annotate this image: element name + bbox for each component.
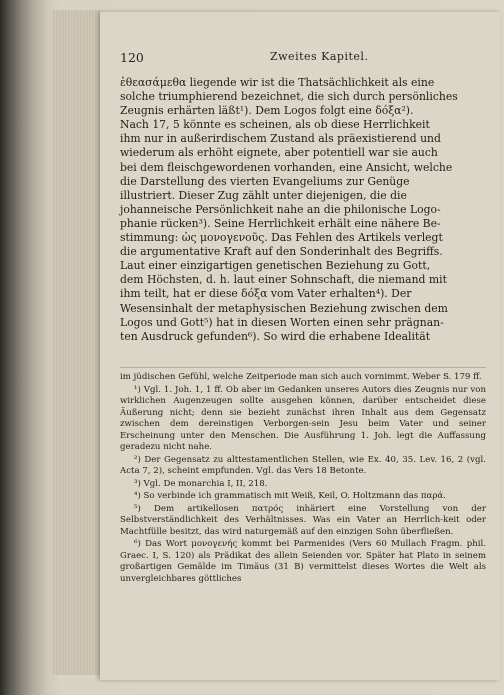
body-line: Wesensinhalt der metaphysischen Beziehung zwischen dem xyxy=(120,301,448,315)
main-text xyxy=(120,76,486,344)
footnote-divider xyxy=(120,367,486,368)
body-line: Laut einer einzigartigen genetischen Beziehung zu Gott, xyxy=(120,259,431,273)
footnote-2: ²) Der Gegensatz zu alttestamentlichen Stellen, wie Ex. 40, 35. Lev. 16, 2 (vgl. Acta 7, 2), scheint empfunden. Vgl. das Vers 18 Betonte. xyxy=(120,454,486,476)
page-stack-edge xyxy=(52,10,102,675)
page-number: 120 xyxy=(120,50,144,65)
body-line: johanneische Persönlichkeit nahe an die philonische Logo- xyxy=(120,202,441,216)
body-line: ἐθεασάμεθα liegende wir ist die Thatsächlichkeit als eine xyxy=(120,76,435,89)
body-line: wiederum als erhöht eignete, aber potentiell war sie auch xyxy=(120,146,438,160)
body-line: ten Ausdruck gefunden⁶). So wird die erhabene Idealität xyxy=(120,329,431,343)
book-page xyxy=(100,12,500,680)
body-line: stimmung: ὡς μονογενοῦς. Das Fehlen des Artikels verlegt xyxy=(120,231,443,245)
footnotes xyxy=(120,372,486,586)
running-title: Zweites Kapitel. xyxy=(270,50,369,63)
footnote-5: ⁵) Dem artikellosen πατρός inhäriert eine Vorstellung von der Selbstverständlichkeit des Verhältnisses. Was ein Vater an Herrlich-keit oder Machtfülle besitzt, das wird naturgemäß auf den einzigen Sohn überfließen. xyxy=(120,503,486,537)
footnote-4: ⁴) So verbinde ich grammatisch mit Weiß, Keil, O. Holtzmann das παρά. xyxy=(134,491,446,501)
body-line: Nach 17, 5 könnte es scheinen, als ob diese Herrlichkeit xyxy=(120,118,430,132)
body-line: bei dem fleischgewordenen vorhanden, eine Ansicht, welche xyxy=(120,160,453,174)
body-line: solche triumphierend bezeichnet, die sich durch persönliches xyxy=(120,90,458,104)
footnote-1: ¹) Vgl. 1. Joh. 1, 1 ff. Ob aber im Gedanken unseres Autors dies Zeugnis nur von wirklichen Augenzeugen sollte ausgehen können, darüber entscheidet diese Äußerung nicht; denn sie bezieht zunächst ihren Inhalt aus dem Gegensatz zwischen dem dereinstigen Verborgen-sein Jesu beim Vater und seiner Erscheinung unter den Menschen. Die Ausführung 1. Joh. legt die Auffassung geradezu nicht nahe. xyxy=(120,384,486,452)
body-line: die Darstellung des vierten Evangeliums zur Genüge xyxy=(120,174,410,188)
body-line: dem Höchsten, d. h. laut einer Sohnschaft, die niemand mit xyxy=(120,273,447,287)
body-line: Zeugnis erhärten läßt¹). Dem Logos folgt eine δόξα²). xyxy=(120,104,414,118)
body-line: Logos und Gott⁵) hat in diesen Worten einen sehr prägnan- xyxy=(120,315,444,329)
footnote-6: ⁶) Das Wort μονογενής kommt bei Parmenides (Vers 60 Mullach Fragm. phil. Graec. I, S. 120) als Prädikat des allein Seienden vor. Später hat Plato in seinem großartigen Gemälde im Timäus (31 B) vermittelst dieses Wortes die Welt als unvergleichbares göttliches xyxy=(120,539,486,584)
body-line: ihm teilt, hat er diese δόξα vom Vater erhalten⁴). Der xyxy=(120,287,412,301)
body-line: ihm nur in außerirdischem Zustand als präexistierend und xyxy=(120,132,441,146)
body-line: die argumentative Kraft auf den Sonderinhalt des Begriffs. xyxy=(120,245,443,259)
footnote-3: ³) Vgl. De monarchia I, II, 218. xyxy=(134,478,268,489)
footnote-continuation: im jüdischen Gefühl, welche Zeitperiode man sich auch vornimmt. Weber S. 179 ff. xyxy=(120,372,482,382)
body-line: phanie rücken³). Seine Herrlichkeit erhält eine nähere Be- xyxy=(120,216,441,230)
body-line: illustriert. Dieser Zug zählt unter diejenigen, die die xyxy=(120,188,407,202)
